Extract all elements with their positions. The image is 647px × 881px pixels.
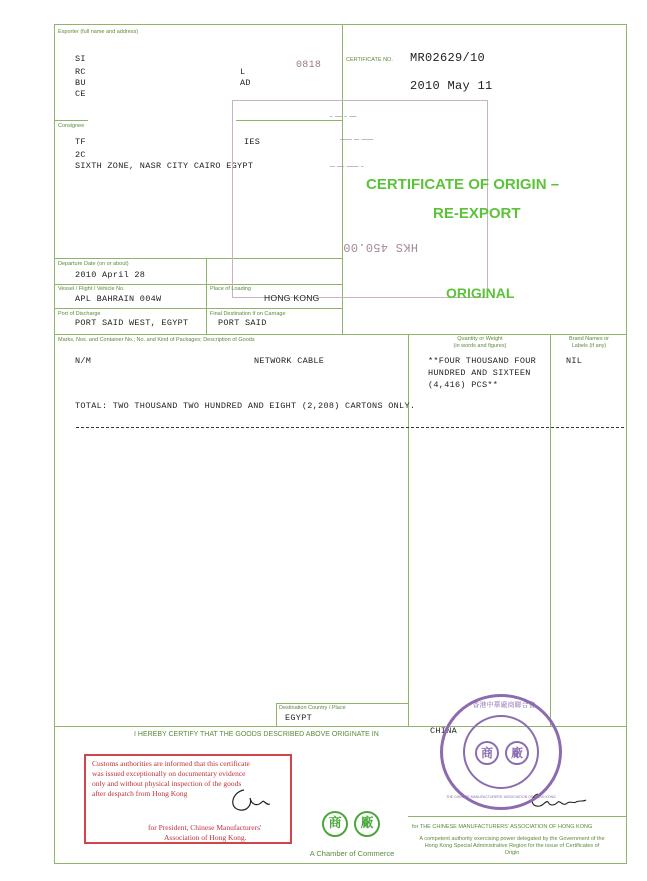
customs-notice-line1: Customs authorities are informed that this certificate bbox=[92, 759, 250, 768]
stamp-text-2: ـــــ ــ ـــــ bbox=[340, 133, 374, 142]
consignee-label: Consignee bbox=[58, 123, 85, 129]
customs-notice-line6: Association of Hong Kong. bbox=[164, 833, 247, 842]
divider-destination-left bbox=[276, 703, 277, 726]
original-mark: ORIGINAL bbox=[446, 285, 515, 301]
customs-notice-line5: for President, Chinese Manufacturers' bbox=[148, 823, 262, 832]
title-line1: CERTIFICATE OF ORIGIN – bbox=[366, 176, 560, 193]
customs-notice-line2: was issued exceptionally on documentary evidence bbox=[92, 769, 246, 778]
customs-notice-line4: after despatch from Hong Kong bbox=[92, 789, 188, 798]
association-seal bbox=[440, 694, 562, 810]
origin-country: CHINA bbox=[430, 726, 458, 736]
chamber-caption: A Chamber of Commerce bbox=[309, 849, 395, 858]
certificate-no-label: CERTIFICATE NO. bbox=[346, 57, 393, 63]
chamber-logo-char1: 商 bbox=[322, 811, 348, 837]
exporter-line4: CE bbox=[75, 89, 86, 99]
divider-goods bbox=[54, 334, 627, 335]
consignee-line2: 2C bbox=[75, 150, 86, 160]
chamber-logo-char2: 廠 bbox=[354, 811, 380, 837]
quantity-label: Quantity or Weight (in words and figures) bbox=[453, 336, 507, 349]
seal-ring-bottom: THE CHINESE MANUFACTURERS' ASSOCIATION OF HONG KONG bbox=[446, 795, 556, 799]
departure-date: 2010 April 28 bbox=[75, 270, 146, 280]
final-destination-label: Final Destination if on Carriage bbox=[210, 311, 286, 317]
vessel: APL BAHRAIN 004W bbox=[75, 294, 162, 304]
certificate-date: 2010 May 11 bbox=[410, 79, 493, 93]
goods-marks: N/M bbox=[75, 356, 92, 366]
divider-destination-top bbox=[276, 703, 408, 704]
departure-date-label: Departure Date (on or about) bbox=[58, 261, 129, 267]
exporter-line2-end: L bbox=[240, 67, 246, 77]
port-of-discharge-label: Port of Discharge bbox=[58, 311, 101, 317]
certificate-number: MR02629/10 bbox=[410, 51, 486, 65]
certify-statement: I HEREBY CERTIFY THAT THE GOODS DESCRIBED ABOVE ORIGINATE IN bbox=[134, 731, 379, 738]
divider-brand bbox=[550, 334, 551, 726]
divider-quantity bbox=[408, 334, 409, 726]
divider-vertical-shipping bbox=[206, 258, 207, 334]
exporter-label: Exporter (full name and address) bbox=[58, 29, 139, 35]
title-line2: RE-EXPORT bbox=[433, 205, 521, 222]
association-line: for THE CHINESE MANUFACTURERS' ASSOCIATION OF HONG KONG bbox=[412, 824, 593, 830]
seal-char2: 廠 bbox=[505, 741, 529, 765]
consignee-line3: SIXTH ZONE, NASR CITY CAIRO EGYPT bbox=[75, 161, 254, 171]
place-of-loading: HONG KONG bbox=[264, 293, 320, 303]
signature-left bbox=[222, 784, 272, 818]
seal-char1: 商 bbox=[475, 741, 499, 765]
final-destination: PORT SAID bbox=[218, 318, 267, 328]
goods-quantity-line1: **FOUR THOUSAND FOUR bbox=[428, 356, 537, 366]
stamp-serial: 0818 bbox=[296, 60, 322, 71]
exporter-line1: SI bbox=[75, 54, 86, 64]
exporter-redaction bbox=[88, 40, 236, 122]
end-of-goods-line bbox=[76, 427, 624, 428]
consignee-line1: TF bbox=[75, 137, 86, 147]
divider-vessel bbox=[54, 308, 342, 309]
destination-label: Destination Country / Place bbox=[279, 705, 346, 711]
goods-description: NETWORK CABLE bbox=[254, 356, 325, 366]
goods-quantity-line2: HUNDRED AND SIXTEEN bbox=[428, 368, 531, 378]
customs-notice-line3: only and without physical inspection of the goods bbox=[92, 779, 242, 788]
exporter-line3-end: AD bbox=[240, 78, 251, 88]
marks-label: Marks, Nos. and Container No.; No. and Kind of Packages; Description of Goods bbox=[58, 337, 255, 343]
goods-brand: NIL bbox=[566, 356, 583, 366]
port-of-discharge: PORT SAID WEST, EGYPT bbox=[75, 318, 189, 328]
vessel-label: Vessel / Flight / Vehicle No. bbox=[58, 286, 125, 292]
stamp-amount: HKS 450.00 bbox=[343, 240, 419, 254]
brand-label: Brand Names or Labels (if any) bbox=[568, 336, 610, 349]
goods-quantity-line3: (4,416) PCS** bbox=[428, 380, 499, 390]
stamp-text-1: ـــ ـ ـــ ـ bbox=[330, 110, 357, 119]
destination-country: EGYPT bbox=[285, 713, 313, 723]
authority-note: A competent authority exercising power delegated by the Government of the Hong Kong Special Administrative Region for the issue of Certificates of Origin bbox=[419, 836, 605, 856]
goods-total: TOTAL: TWO THOUSAND TWO HUNDRED AND EIGHT (2,208) CARTONS ONLY. bbox=[75, 401, 416, 411]
consignee-redaction bbox=[88, 128, 243, 160]
exporter-line3: BU bbox=[75, 78, 86, 88]
divider-association bbox=[408, 816, 627, 817]
seal-ring-top: 香港中華廠商聯合會 bbox=[472, 701, 536, 709]
consignee-line1-end: IES bbox=[244, 137, 261, 147]
stamp-text-3: ـ ـــــ ـــ ــ bbox=[330, 160, 364, 169]
place-of-loading-label: Place of Loading bbox=[210, 286, 251, 292]
revenue-stamp bbox=[232, 100, 488, 298]
exporter-line2: RC bbox=[75, 67, 86, 77]
